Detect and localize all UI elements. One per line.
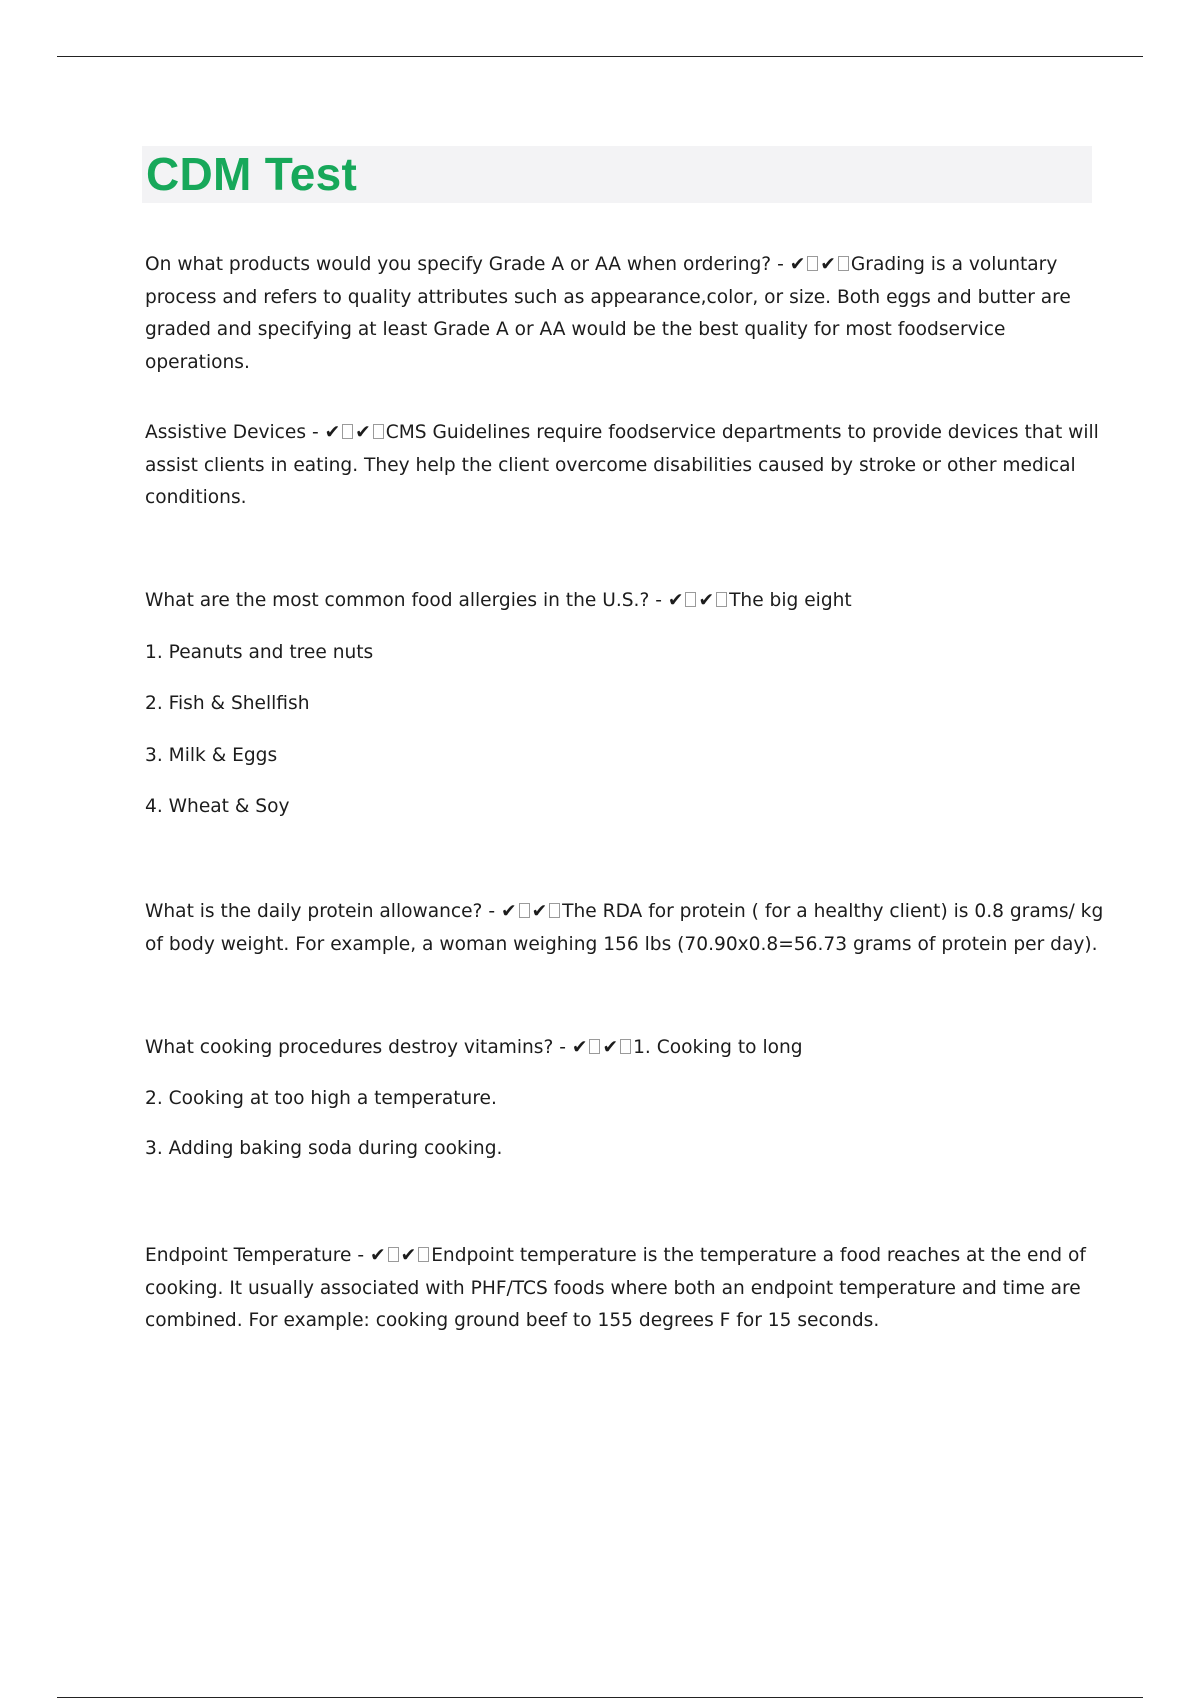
qa-item-endpoint-temperature	[145, 1240, 1105, 1338]
qa-item-grading	[145, 249, 1105, 379]
check-icon: ✔	[602, 1037, 619, 1058]
question-text: What are the most common food allergies in the U.S.? -	[145, 590, 662, 611]
answer-text: CMS Guidelines require foodservice departments to provide devices that will assist clients in eating. They help the client overcome disabilities caused by stroke or other medical conditions.	[145, 422, 1099, 508]
list-item: 4. Wheat & Soy	[145, 796, 290, 817]
check-icon: ✔	[820, 254, 836, 275]
top-rule	[57, 56, 1143, 57]
check-icon: ✔	[400, 1245, 417, 1266]
check-icon: ✔	[500, 901, 517, 922]
question-text: Assistive Devices -	[145, 422, 319, 443]
question-text: On what products would you specify Grade A or AA when ordering? -	[145, 254, 784, 275]
question-text: What cooking procedures destroy vitamins? -	[145, 1037, 566, 1058]
box-icon	[716, 592, 727, 607]
box-icon	[342, 424, 353, 439]
list-item: 3. Milk & Eggs	[145, 745, 278, 766]
box-icon	[589, 1039, 600, 1054]
list-item: 3. Adding baking soda during cooking.	[145, 1138, 503, 1159]
check-icon: ✔	[531, 901, 548, 922]
box-icon	[807, 256, 818, 271]
answer-text: The big eight	[729, 590, 852, 611]
qa-item-assistive-devices	[145, 417, 1105, 515]
list-item: 2. Cooking at too high a temperature.	[145, 1088, 497, 1109]
box-icon	[519, 903, 530, 918]
box-icon	[418, 1247, 429, 1262]
check-icon: ✔	[571, 1037, 588, 1058]
answer-text: 1. Cooking to long	[633, 1037, 803, 1058]
box-icon	[685, 592, 696, 607]
qa-item-protein-allowance	[145, 896, 1105, 961]
box-icon	[549, 903, 560, 918]
bottom-rule	[57, 1697, 1143, 1698]
qa-item-cooking-vitamins	[145, 1032, 1105, 1065]
check-icon: ✔	[370, 1245, 386, 1266]
list-item: 1. Peanuts and tree nuts	[145, 642, 374, 663]
check-icon: ✔	[667, 590, 684, 611]
box-icon	[388, 1247, 399, 1262]
answer-text: Grading is a voluntary process and refers to quality attributes such as appearance,color, or size. Both eggs and butter are graded and specifying at least Grade A or AA would be the best quality for most foodservice operations.	[145, 254, 1071, 373]
check-icon: ✔	[698, 590, 715, 611]
box-icon	[373, 424, 384, 439]
answer-text: The RDA for protein ( for a healthy client) is 0.8 grams/ kg of body weight. For example, a woman weighing 156 lbs (70.90x0.8=56.73 grams of protein per day).	[145, 901, 1104, 955]
check-icon: ✔	[324, 422, 341, 443]
list-item: 2. Fish & Shellfish	[145, 693, 310, 714]
answer-text: Endpoint temperature is the temperature a food reaches at the end of cooking. It usually associated with PHF/TCS foods where both an endpoint temperature and time are combined. For example: cooking ground beef to 155 degrees F for 15 seconds.	[145, 1245, 1086, 1331]
check-icon: ✔	[355, 422, 371, 443]
question-text: What is the daily protein allowance? -	[145, 901, 496, 922]
page-title: CDM Test	[146, 148, 358, 200]
check-icon: ✔	[789, 254, 806, 275]
qa-item-food-allergies	[145, 585, 1105, 618]
question-text: Endpoint Temperature -	[145, 1245, 365, 1266]
box-icon	[838, 256, 849, 271]
box-icon	[620, 1039, 631, 1054]
